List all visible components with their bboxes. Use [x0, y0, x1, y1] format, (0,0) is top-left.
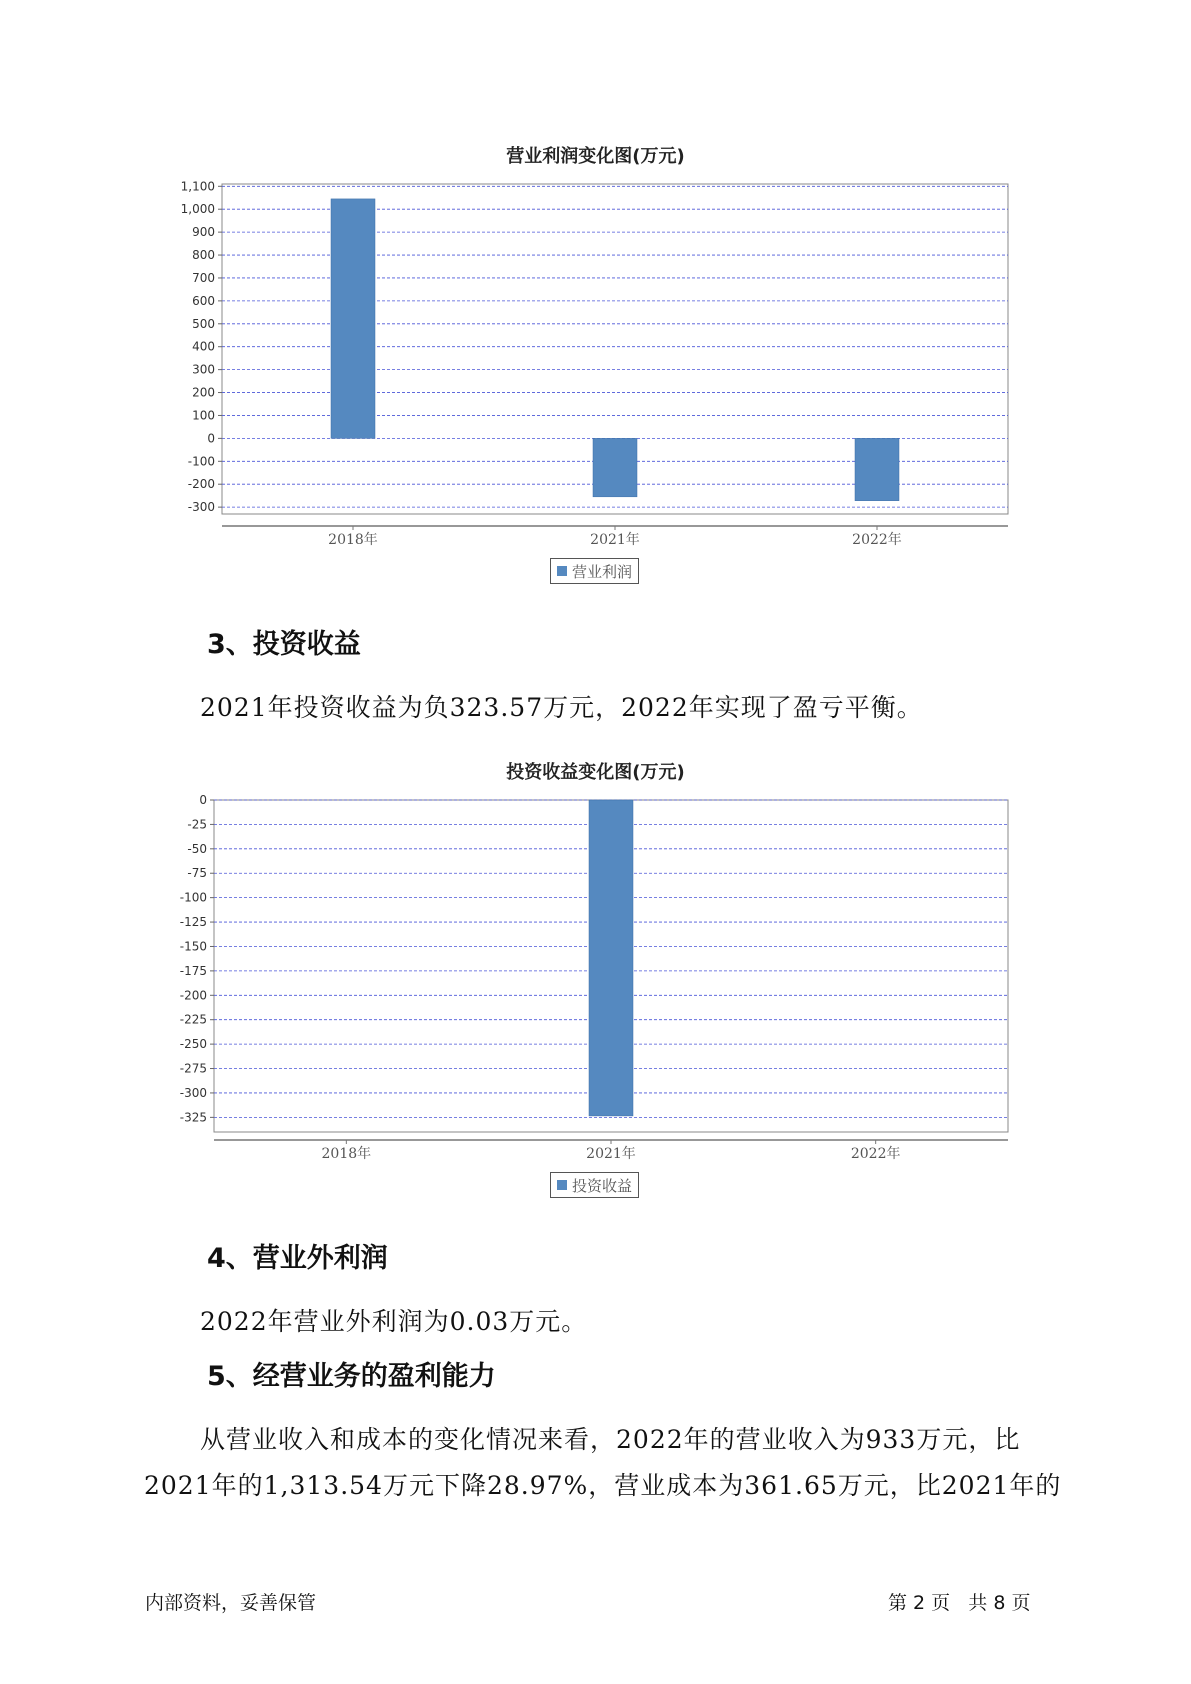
y-tick-label: 800 [192, 248, 215, 263]
chart2-title: 投资收益变化图(万元) [506, 762, 685, 783]
y-tick-label: -175 [179, 963, 207, 978]
chart1-legend [550, 558, 639, 584]
y-tick-label: 0 [199, 793, 207, 807]
section4-heading: 4、营业外利润 [207, 1243, 388, 1274]
y-tick-label: -225 [179, 1012, 207, 1027]
y-tick-label: 100 [192, 408, 215, 423]
y-tick-label: 900 [192, 225, 215, 240]
y-tick-label: -100 [187, 454, 215, 469]
y-tick-label: 400 [192, 339, 215, 354]
section3-text: 2021年投资收益为负323.57万元，2022年实现了盈亏平衡。 [200, 693, 923, 722]
y-tick-label: -100 [179, 890, 207, 905]
section5-line2: 2021年的1,313.54万元下降28.97%，营业成本为361.65万元，比2021年的 [144, 1471, 1062, 1500]
bar-2021年 [589, 800, 633, 1116]
y-tick-label: -50 [187, 841, 207, 856]
y-tick-label: -125 [179, 915, 207, 930]
y-tick-label: -200 [179, 988, 207, 1003]
y-tick-label: 300 [192, 362, 215, 377]
chart2-legend-label: 投资收益 [572, 1176, 633, 1195]
y-tick-label: -200 [187, 477, 215, 492]
x-tick-label: 2018年 [321, 1146, 372, 1162]
footer-right: 第 2 页 共 8 页 [888, 1592, 1031, 1614]
y-tick-label: 200 [192, 385, 215, 400]
chart1-title: 营业利润变化图(万元) [506, 146, 685, 167]
y-tick-label: 1,000 [180, 202, 215, 217]
x-tick-label: 2021年 [586, 1146, 636, 1162]
y-tick-label: -300 [187, 500, 215, 515]
chart2-legend [550, 1172, 639, 1198]
x-tick-label: 2022年 [850, 1146, 901, 1162]
chart2-investment-income [0, 788, 1191, 1162]
bar-2018年 [331, 199, 375, 438]
y-tick-label: 700 [192, 270, 215, 285]
legend-swatch-icon [557, 1180, 567, 1190]
y-tick-label: -150 [179, 939, 207, 954]
x-tick-label: 2022年 [852, 532, 902, 548]
y-tick-label: 1,100 [180, 179, 215, 194]
y-tick-label: 0 [207, 431, 215, 446]
section3-heading: 3、投资收益 [207, 629, 361, 660]
y-tick-label: 600 [192, 293, 215, 308]
legend-swatch-icon [557, 566, 567, 576]
section5-heading: 5、经营业务的盈利能力 [207, 1361, 496, 1392]
chart1-operating-profit [0, 170, 1191, 548]
y-tick-label: -75 [187, 866, 207, 881]
footer-left: 内部资料，妥善保管 [145, 1592, 317, 1614]
bar-2021年 [593, 438, 637, 496]
y-tick-label: 500 [192, 316, 215, 331]
y-tick-label: -275 [179, 1061, 207, 1076]
section4-text: 2022年营业外利润为0.03万元。 [200, 1307, 588, 1336]
y-tick-label: -250 [179, 1037, 207, 1052]
y-tick-label: -25 [187, 817, 207, 832]
y-tick-label: -325 [179, 1110, 207, 1125]
chart1-legend-label: 营业利润 [572, 562, 633, 581]
section5-line1: 从营业收入和成本的变化情况来看，2022年的营业收入为933万元，比 [200, 1425, 1021, 1454]
x-tick-label: 2021年 [590, 532, 640, 548]
bar-2022年 [855, 438, 899, 500]
x-tick-label: 2018年 [328, 532, 378, 548]
y-tick-label: -300 [179, 1085, 207, 1100]
